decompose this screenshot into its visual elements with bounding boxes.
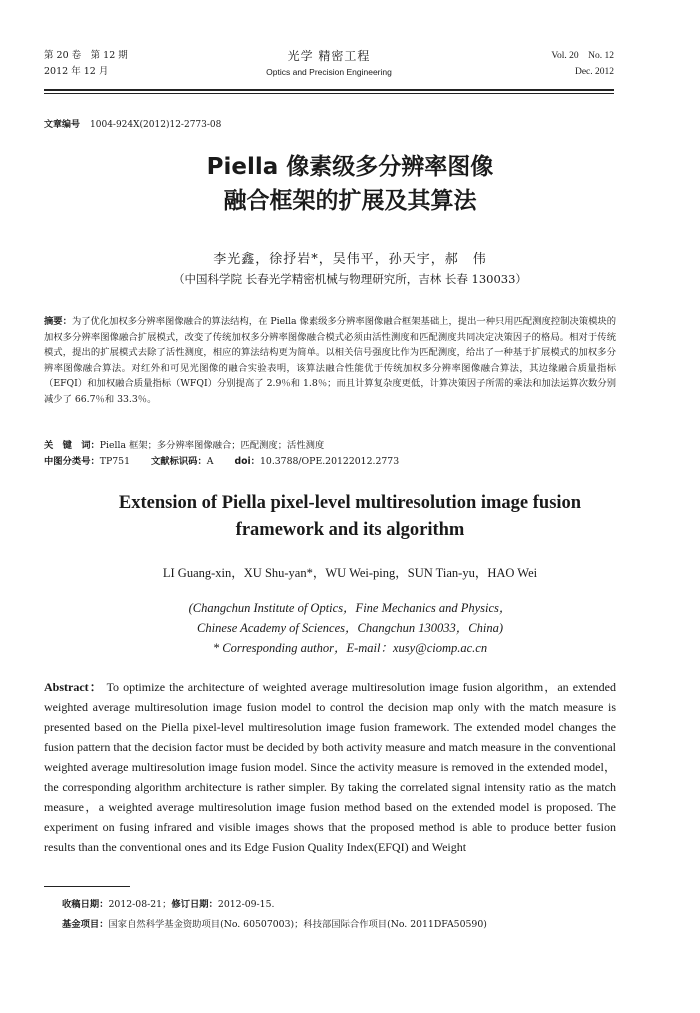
revised-label: 修订日期： bbox=[171, 899, 218, 910]
header-rule-thick bbox=[44, 89, 614, 91]
title-cn-line2: 融合框架的扩展及其算法 bbox=[223, 188, 477, 214]
volume-issue-en: Vol. 20 No. 12 bbox=[551, 51, 614, 61]
doc-code-value: A bbox=[206, 456, 214, 467]
doi-value: 10.3788/OPE.20122012.2773 bbox=[259, 456, 400, 467]
journal-name-cn: 光学 精密工程 bbox=[287, 49, 371, 63]
date-cn: 2012 年 12 月 bbox=[44, 66, 109, 77]
article-id bbox=[44, 117, 221, 130]
article-id-label: 文章编号 bbox=[44, 120, 81, 130]
abstract-cn-text: 为了优化加权多分辨率图像融合的算法结构，在 Piella 像素级多分辨率图像融合框架基础上，提出一种只用匹配测度控制决策模块的加权多分辨率图像融合扩展模式，改变了传统加权多分辨率图像融合模式必须由活性测度和匹配测度共同决定决策因子的格局。相对于传统模式，提出的扩展模式去除了活性测度，相应的算法结构更为简单。以相关信号强度比作为匹配测度，给出了一种基于扩展模式的加权多分辨率图像融合算法。对红外和可见光图像的融合实验表明，该算法融合性能优于传统加权多分辨率图像融合算法，其边缘融合质量指标（EFQI）和加权融合质量指标（WFQI）分别提高了 2.9％和 1.8％；而且计算复杂度更低，计算决策因子所需的乘法和加法运算次数分别减少了 66.7％和 33.3％。 bbox=[44, 316, 616, 405]
affiliation-en-line1: (Changchun Institute of Optics，Fine Mechanics and Physics， bbox=[188, 601, 512, 615]
title-cn-line1: Piella 像素级多分辨率图像 bbox=[206, 154, 494, 180]
date-en: Dec. 2012 bbox=[574, 67, 614, 77]
abstract-en-text: To optimize the architecture of weighted average multiresolution image fusion algorithm，an extended weighted average multiresolution image fusion model to control the decision map only with the match measure is presented based on the Piella pixel-level multiresolution image fusion framework. The extended model changes the fusion pattern that the decision factor must be decided by both activity measure and match measure in the conventional weighted average multiresolution image fusion model. Since the activity measure is removed in the extended model，the corresponding algorithm architecture is rather simpler. By taking the correlated signal intensity ratio as the match measure，a weighted average multiresolution image fusion method based on the extended model is proposed. The experiment on fusing infrared and visible images shows that the proposed method is able to produce better fusion results than the conventional ones and its Edge Fusion Quality Index(EFQI) and Weight bbox=[44, 680, 617, 854]
footnote-dates bbox=[62, 896, 274, 910]
journal-name-en: Optics and Precision Engineering bbox=[266, 67, 392, 77]
volume-issue-cn: 第 20 卷 第 12 期 bbox=[44, 50, 128, 61]
article-id-value: 1004-924X(2012)12-2773-08 bbox=[90, 120, 222, 130]
abstract-cn bbox=[44, 314, 616, 408]
clc-value: TP751 bbox=[99, 456, 130, 467]
revised-value: 2012-09-15. bbox=[217, 899, 275, 910]
authors-cn: 李光鑫，徐抒岩*，吴伟平，孙天宇，郝 伟 bbox=[213, 252, 487, 267]
authors-en: LI Guang-xin，XU Shu-yan*，WU Wei-ping，SUN Tian-yu，HAO Wei bbox=[162, 566, 538, 580]
header-rule-thin bbox=[44, 93, 614, 94]
abstract-en bbox=[44, 677, 616, 857]
title-en bbox=[0, 490, 700, 544]
keywords-text: Piella 框架；多分辨率图像融合；匹配测度；活性测度 bbox=[99, 440, 325, 451]
received-label: 收稿日期： bbox=[62, 899, 109, 910]
affiliation-cn: （中国科学院 长春光学精密机械与物理研究所，吉林 长春 130033） bbox=[173, 272, 527, 286]
received-value: 2012-08-21； bbox=[108, 899, 172, 910]
keywords-label: 关 键 词： bbox=[44, 440, 100, 451]
footnote-funding bbox=[62, 916, 487, 930]
affiliation-en-line2: Chinese Academy of Sciences，Changchun 130033，China) bbox=[197, 621, 503, 635]
clc-label: 中图分类号： bbox=[44, 456, 100, 467]
running-header bbox=[44, 48, 614, 84]
title-cn bbox=[0, 150, 700, 218]
classification-line bbox=[44, 453, 417, 467]
doc-code-label: 文献标识码： bbox=[150, 456, 207, 467]
abstract-cn-label: 摘要： bbox=[44, 316, 72, 327]
corresponding-author: * Corresponding author，E-mail：xusy@ciomp.ac.cn bbox=[212, 641, 488, 655]
fund-label: 基金项目： bbox=[62, 919, 109, 930]
fund-value: 国家自然科学基金资助项目(No. 60507003)；科技部国际合作项目(No. 2011DFA50590) bbox=[108, 919, 487, 930]
header-center bbox=[44, 48, 614, 80]
abstract-en-label: Abstract： bbox=[44, 680, 103, 694]
footnote-rule bbox=[44, 886, 130, 887]
header-right bbox=[551, 48, 614, 80]
keywords-cn bbox=[44, 437, 324, 451]
doi-label: doi： bbox=[234, 456, 260, 467]
affiliation-en bbox=[0, 598, 700, 658]
title-en-line2: framework and its algorithm bbox=[235, 520, 465, 540]
title-en-line1: Extension of Piella pixel-level multiresolution image fusion bbox=[118, 493, 582, 513]
